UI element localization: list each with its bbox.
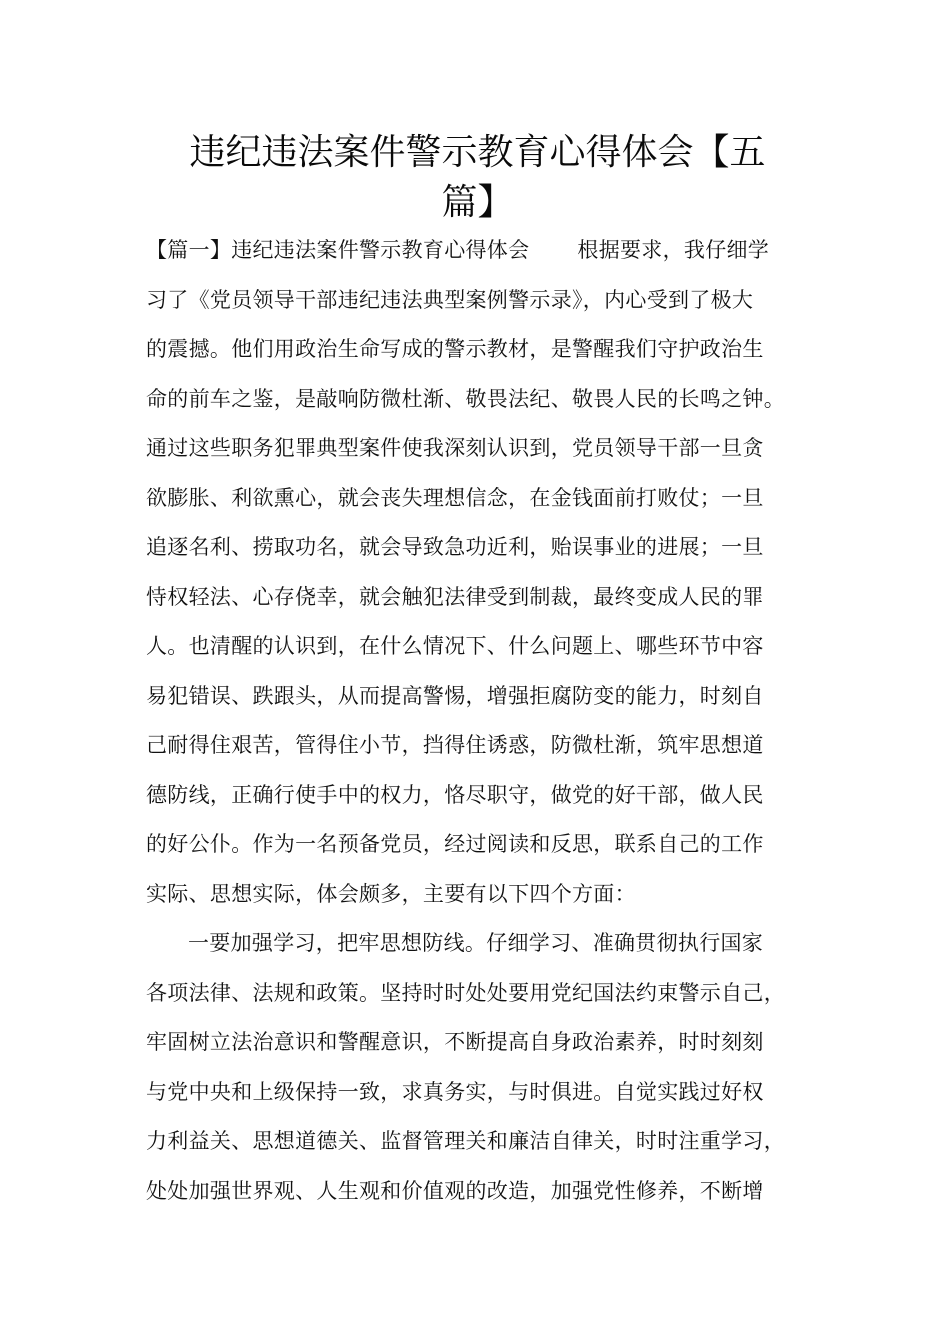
paragraph-line: 易犯错误、跌跟头，从而提高警惕，增强拒腐防变的能力，时刻自 bbox=[146, 683, 764, 708]
paragraph-line: 力利益关、思想道德关、监督管理关和廉洁自律关，时时注重学习， bbox=[146, 1129, 785, 1153]
paragraph-line bbox=[146, 226, 816, 276]
paragraph-line: 追逐名利、捞取功名，就会导致急功近利，贻误事业的进展；一旦 bbox=[146, 535, 764, 559]
document-body bbox=[146, 226, 816, 1216]
paragraph-line: 的震撼。他们用政治生命写成的警示教材，是警醒我们守护政治生 bbox=[146, 337, 764, 361]
title-line-2: 篇】 bbox=[441, 182, 514, 223]
paragraph-line: 牢固树立法治意识和警醒意识，不断提高自身政治素养，时时刻刻 bbox=[146, 1030, 764, 1054]
paragraph-line: 一要加强学习，把牢思想防线。仔细学习、准确贯彻执行国家 bbox=[188, 931, 764, 955]
paragraph-line: 己耐得住艰苦，管得住小节，挡得住诱惑，防微杜渐，筑牢思想道 bbox=[146, 733, 764, 757]
paragraph-line: 习了《党员领导干部违纪违法典型案例警示录》，内心受到了极大 bbox=[146, 287, 754, 312]
paragraph-line: 人。也清醒的认识到，在什么情况下、什么问题上、哪些环节中容 bbox=[146, 634, 764, 658]
paragraph-line: 各项法律、法规和政策。坚持时时处处要用党纪国法约束警示自己， bbox=[146, 980, 785, 1005]
paragraph-line: 处处加强世界观、人生观和价值观的改造，加强党性修养，不断增 bbox=[146, 1178, 764, 1203]
paragraph-line: 通过这些职务犯罪典型案件使我深刻认识到，党员领导干部一旦贪 bbox=[146, 436, 764, 460]
section-heading: 【篇一】违纪违法案件警示教育心得体会 bbox=[146, 238, 530, 262]
paragraph-line-text: 根据要求，我仔细学 bbox=[577, 238, 770, 262]
paragraph-line: 欲膨胀、利欲熏心，就会丧失理想信念，在金钱面前打败仗；一旦 bbox=[146, 485, 764, 510]
paragraph-line: 恃权轻法、心存侥幸，就会触犯法律受到制裁，最终变成人民的罪 bbox=[146, 584, 764, 609]
paragraph-line: 与党中央和上级保持一致，求真务实，与时俱进。自觉实践过好权 bbox=[146, 1079, 764, 1104]
paragraph-line: 的好公仆。作为一名预备党员，经过阅读和反思，联系自己的工作 bbox=[146, 832, 764, 856]
title-line-1: 违纪违法案件警示教育心得体会【五 bbox=[189, 132, 766, 173]
document-title bbox=[150, 128, 805, 228]
paragraph-line: 实际、思想实际，体会颇多，主要有以下四个方面： bbox=[146, 881, 636, 906]
paragraph-line: 命的前车之鉴，是敲响防微杜渐、敬畏法纪、敬畏人民的长鸣之钟。 bbox=[146, 386, 785, 411]
paragraph-line: 德防线，正确行使手中的权力，恪尽职守，做党的好干部，做人民 bbox=[146, 782, 764, 807]
